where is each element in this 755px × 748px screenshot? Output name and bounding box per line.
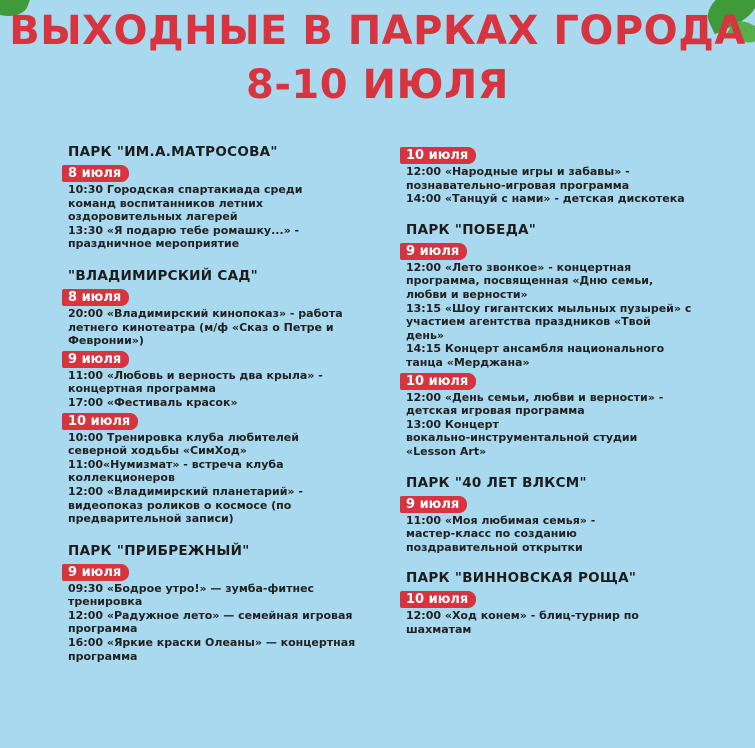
event-line: 16:00 «Яркие краски Олеаны» — концертная	[68, 636, 356, 650]
event-line: 13:00 Концерт	[406, 417, 499, 431]
event-line: оздоровительных лагерей	[68, 210, 238, 224]
date-label: 9 июля	[62, 351, 129, 368]
event-line: 13:30 «Я подарю тебе ромашку...» -	[68, 223, 300, 237]
event-line: танца «Мерджана»	[406, 355, 530, 369]
event-line: 12:00 «Радужное лето» — семейная игровая	[68, 608, 353, 622]
park-pobeda	[406, 222, 746, 459]
event-line: северной ходьбы «СимХод»	[68, 444, 247, 458]
park-title: ПАРК "ПРИБРЕЖНЫЙ"	[68, 542, 250, 559]
page-dates: 8-10 ИЮЛЯ	[246, 62, 509, 108]
event-line: 13:15 «Шоу гигантских мыльных пузырей» с	[406, 301, 692, 315]
event-line: программа, посвященная «Дню семьи,	[406, 274, 654, 288]
event-line: 17:00 «Фестиваль красок»	[68, 395, 238, 409]
left-column	[68, 144, 388, 663]
event-line: вокально-инструментальной студии	[406, 431, 638, 445]
event-line: 10:00 Тренировка клуба любителей	[68, 430, 299, 444]
date-label: 10 июля	[400, 147, 476, 164]
event-line: «Lesson Art»	[406, 444, 487, 458]
event-line: летнего кинотеатра (м/ф «Сказ о Петре и	[68, 320, 334, 334]
park-title: "ВЛАДИМИРСКИЙ САД"	[68, 267, 258, 284]
event-line: коллекционеров	[68, 471, 175, 485]
event-line: 14:15 Концерт ансамбля национального	[406, 342, 665, 356]
date-label: 8 июля	[62, 165, 129, 182]
event-line: мастер-класс по созданию	[406, 527, 577, 541]
event-line: 11:00 «Любовь и верность два крыла» -	[68, 368, 323, 382]
event-line: 20:00 «Владимирский кинопоказ» - работа	[68, 306, 343, 320]
park-pribrezhny	[68, 543, 388, 664]
event-line: познавательно-игровая программа	[406, 178, 630, 192]
event-line: 12:00 «День семьи, любви и верности» -	[406, 390, 664, 404]
event-line: 12:00 «Владимирский планетарий» -	[68, 484, 303, 498]
park-title: ПАРК "40 ЛЕТ ВЛКСМ"	[406, 474, 587, 491]
date-label: 9 июля	[400, 496, 467, 513]
event-line: программа	[68, 649, 138, 663]
event-line: 14:00 «Танцуй с нами» - детская дискотека	[406, 192, 685, 206]
event-line: участием агентства праздников «Твой	[406, 315, 651, 329]
date-label: 9 июля	[62, 564, 129, 581]
park-title: ПАРК "ИМ.А.МАТРОСОВА"	[68, 144, 278, 160]
date-label: 10 июля	[62, 413, 138, 430]
event-line: 10:30 Городская спартакиада среди	[68, 183, 303, 196]
event-line: Февронии»)	[68, 334, 144, 348]
event-line: команд воспитанников летних	[68, 196, 263, 210]
park-vinnovskaya	[406, 570, 746, 636]
park-continued	[406, 144, 746, 206]
event-line: видеопоказ роликов о космосе (по	[68, 498, 292, 512]
park-title: ПАРК "ВИННОВСКАЯ РОЩА"	[406, 570, 637, 587]
event-line: 12:00 «Народные игры и забавы» -	[406, 165, 630, 178]
park-vladimirsky	[68, 268, 388, 526]
event-line: предварительной записи)	[68, 512, 234, 526]
event-line: концертная программа	[68, 382, 216, 396]
page-title: ВЫХОДНЫЕ В ПАРКАХ ГОРОДА	[9, 8, 746, 54]
event-line: 11:00 «Моя любимая семья» -	[406, 513, 596, 527]
date-label: 9 июля	[400, 243, 467, 260]
event-line: 11:00«Нумизмат» - встреча клуба	[68, 457, 284, 471]
park-matrosova	[68, 144, 388, 251]
date-label: 10 июля	[400, 373, 476, 390]
event-line: любви и верности»	[406, 287, 528, 301]
event-line: поздравительной открытки	[406, 540, 583, 554]
date-label: 10 июля	[400, 591, 476, 608]
park-vlksm	[406, 475, 746, 555]
event-line: праздничное мероприятие	[68, 237, 240, 251]
event-line: 12:00 «Ход конем» - блиц-турнир по	[406, 609, 639, 623]
event-line: день»	[406, 328, 445, 342]
park-title: ПАРК "ПОБЕДА"	[406, 221, 537, 238]
date-label: 8 июля	[62, 289, 129, 306]
event-line: 12:00 «Лето звонкое» - концертная	[406, 260, 632, 274]
right-column	[406, 144, 746, 636]
event-line: детская игровая программа	[406, 404, 585, 418]
event-line: программа	[68, 622, 138, 636]
event-line: шахматам	[406, 622, 472, 636]
event-line: 09:30 «Бодрое утро!» — зумба-фитнес	[68, 581, 315, 595]
event-line: тренировка	[68, 595, 143, 609]
